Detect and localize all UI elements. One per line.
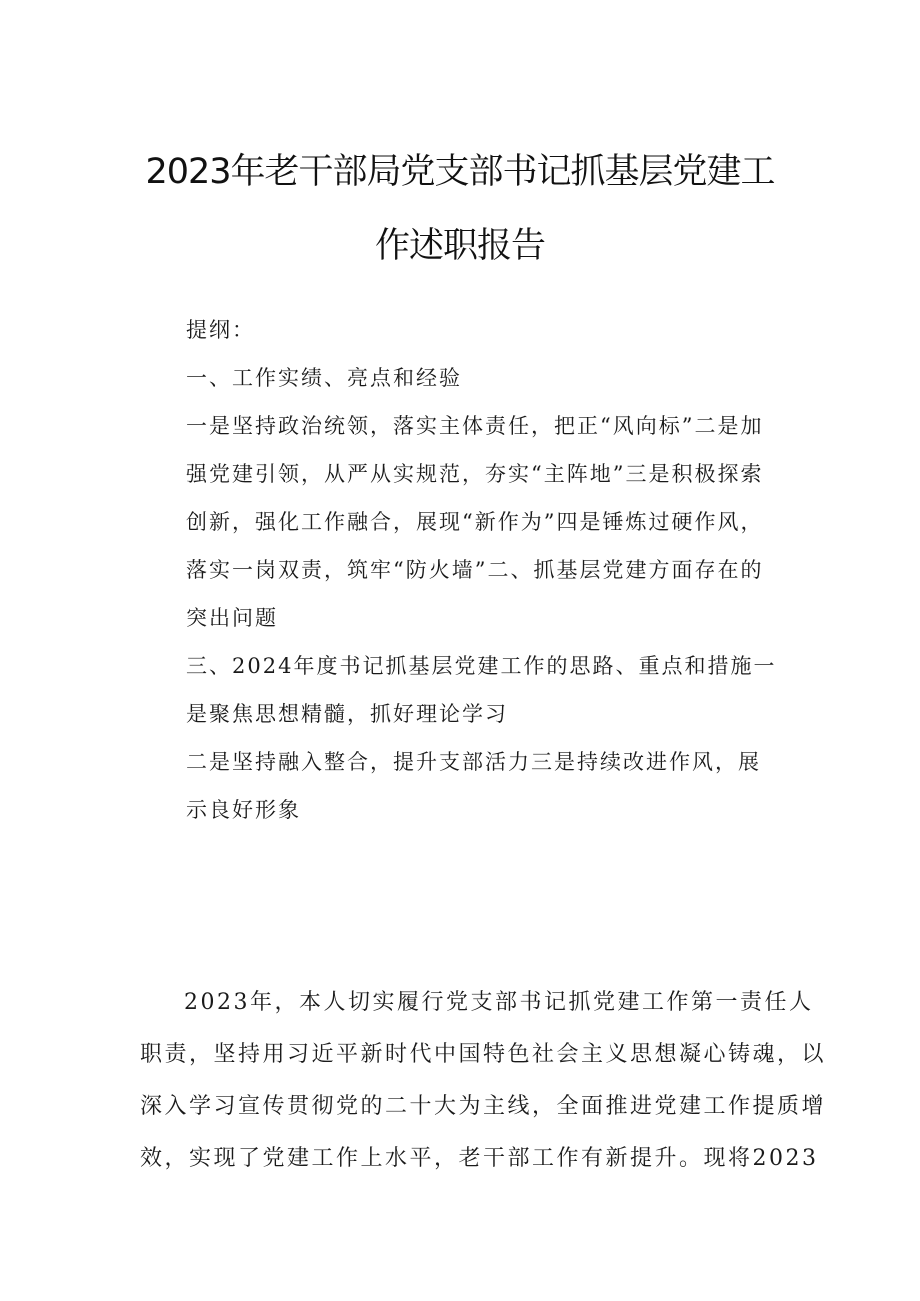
outline-line: 二是坚持融入整合，提升支部活力三是持续改进作风，展 bbox=[186, 750, 761, 774]
body-line: 效，实现了党建工作上水平，老干部工作有新提升。现将2023 bbox=[140, 1146, 819, 1171]
outline-line: 示良好形象 bbox=[186, 798, 301, 822]
outline-line: 强党建引领，从严从实规范，夯实“主阵地”三是积极探索 bbox=[186, 462, 764, 486]
document-title-line-2: 作述职报告 bbox=[374, 226, 545, 266]
body-line: 深入学习宣传贯彻党的二十大为主线，全面推进党建工作提质增 bbox=[140, 1094, 827, 1119]
body-paragraph bbox=[140, 985, 827, 1193]
outline-heading: 提纲： bbox=[186, 318, 255, 342]
outline-line: 一、工作实绩、亮点和经验 bbox=[186, 366, 462, 390]
body-line: 职责，坚持用习近平新时代中国特色社会主义思想凝心铸魂，以 bbox=[140, 1042, 827, 1067]
outline-line: 三、2024年度书记抓基层党建工作的思路、重点和措施一 bbox=[186, 654, 777, 678]
outline-line: 一是坚持政治统领，落实主体责任，把正“风向标”二是加 bbox=[186, 414, 764, 438]
outline-line: 是聚焦思想精髓，抓好理论学习 bbox=[186, 702, 508, 726]
outline-line: 落实一岗双责，筑牢“防火墙”二、抓基层党建方面存在的 bbox=[186, 558, 764, 582]
outline-section bbox=[186, 314, 786, 842]
document-title-line-1: 2023年老干部局党支部书记抓基层党建工 bbox=[145, 152, 775, 192]
outline-line: 突出问题 bbox=[186, 606, 278, 630]
outline-line: 创新，强化工作融合，展现“新作为”四是锤炼过硬作风， bbox=[186, 510, 764, 534]
body-line: 2023年，本人切实履行党支部书记抓党建工作第一责任人 bbox=[184, 990, 814, 1015]
